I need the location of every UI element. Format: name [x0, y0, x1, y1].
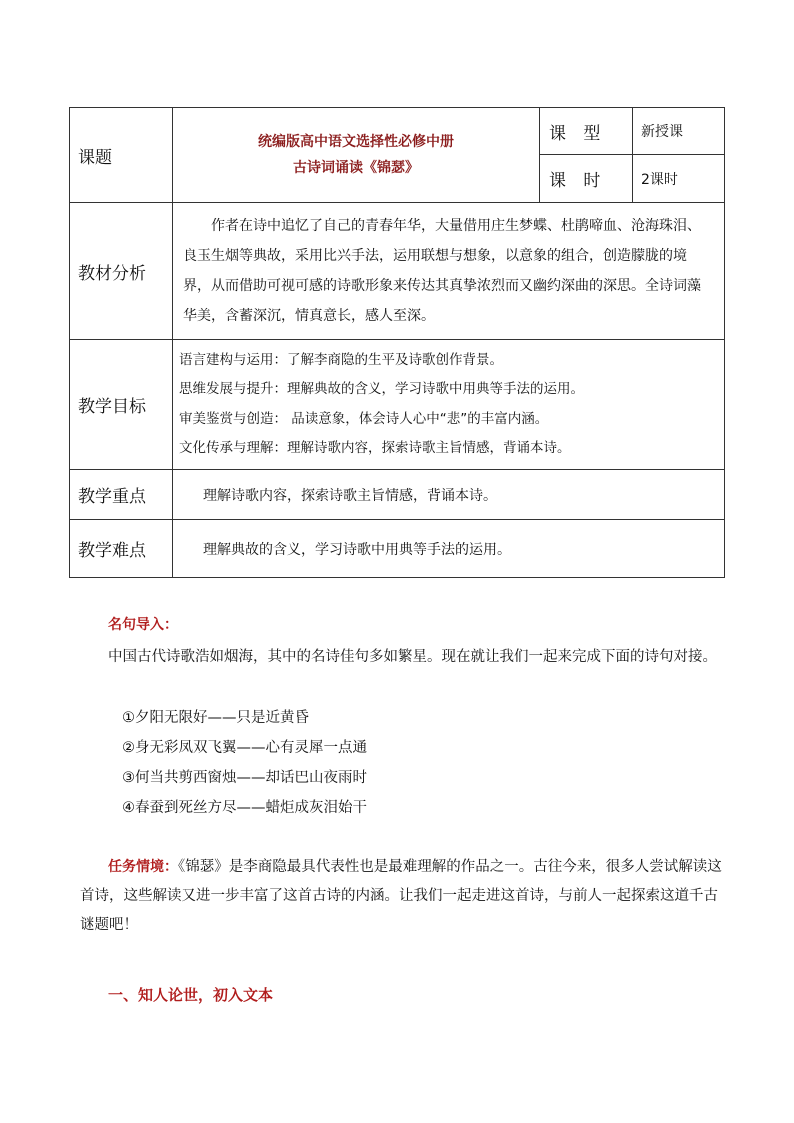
- key-point-label: 教学重点: [70, 470, 173, 520]
- lesson-title-line2: 古诗词诵读《锦瑟》: [293, 160, 419, 176]
- goals-label: 教学目标: [70, 340, 173, 470]
- key-point-text: 理解诗歌内容，探索诗歌主旨情感，背诵本诗。: [173, 470, 725, 520]
- intro-item: ①夕阳无限好——只是近黄昏: [122, 710, 309, 726]
- intro-paragraph: 中国古代诗歌浩如烟海，其中的名诗佳句多如繁星。现在就让我们一起来完成下面的诗句对接。: [108, 649, 717, 665]
- lesson-hours-value: 2课时: [633, 155, 725, 203]
- topic-label: 课题: [70, 108, 173, 203]
- task-heading: 任务情境：: [108, 859, 178, 875]
- lesson-title: [173, 108, 540, 203]
- lesson-plan-table: [69, 107, 725, 578]
- task-text: 《锦瑟》是李商隐最具代表性也是最难理解的作品之一。古往今来，很多人尝试解读这首诗，这些解读又进一步丰富了这首古诗的内涵。让我们一起走进这首诗，与前人一起探索这道千古谜题吧！: [80, 859, 722, 933]
- lesson-title-line1: 统编版高中语文选择性必修中册: [258, 134, 454, 150]
- difficulty-label: 教学难点: [70, 520, 173, 578]
- intro-item: ②身无彩凤双飞翼——心有灵犀一点通: [122, 740, 367, 756]
- goals-list: [173, 340, 725, 470]
- goal-item: 审美鉴赏与创造： 品读意象，体会诗人心中“悲”的丰富内涵。: [179, 410, 549, 427]
- goal-item: 文化传承与理解：理解诗歌内容，探索诗歌主旨情感，背诵本诗。: [179, 440, 571, 456]
- intro-heading: 名句导入：: [108, 617, 178, 633]
- difficulty-text: 理解典故的含义，学习诗歌中用典等手法的运用。: [173, 520, 725, 578]
- analysis-text: 作者在诗中追忆了自己的青春年华，大量借用庄生梦蝶、杜鹃啼血、沧海珠泪、良玉生烟等典故，采用比兴手法，运用联想与想象，以意象的组合，创造朦胧的境界，从而借助可视可感的诗歌形象来传达其真挚浓烈而又幽约深曲的深思。全诗词藻华美，含蓄深沉，情真意长，感人至深。: [173, 203, 725, 340]
- intro-item: ③何当共剪西窗烛——却话巴山夜雨时: [122, 770, 367, 786]
- analysis-label: 教材分析: [70, 203, 173, 340]
- section1-heading: 一、知人论世，初入文本: [108, 986, 274, 1004]
- lesson-type-value: 新授课: [633, 108, 725, 155]
- task-paragraph: [80, 853, 725, 940]
- lesson-type-label: 课 型: [540, 108, 633, 155]
- intro-item: ④春蚕到死丝方尽——蜡炬成灰泪始干: [122, 800, 367, 816]
- goal-item: 思维发展与提升：理解典故的含义，学习诗歌中用典等手法的运用。: [179, 381, 584, 397]
- lesson-hours-label: 课 时: [540, 155, 633, 203]
- goal-item: 语言建构与运用：了解李商隐的生平及诗歌创作背景。: [179, 351, 503, 368]
